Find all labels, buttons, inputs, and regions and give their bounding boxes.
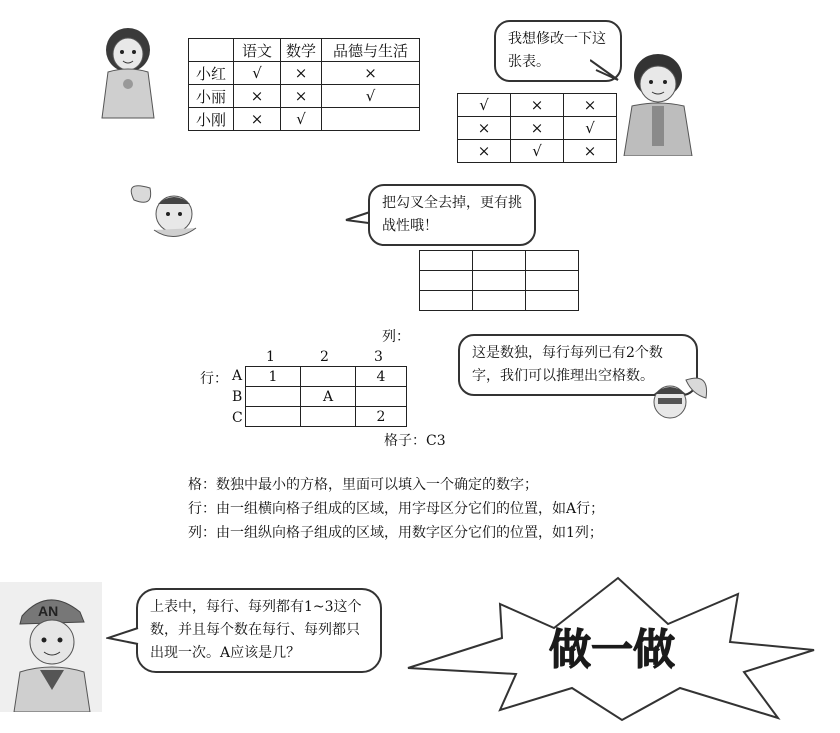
table-cell: √ <box>458 94 511 117</box>
table-row <box>458 140 617 163</box>
empty-cell <box>473 271 526 291</box>
sudoku-cell <box>301 367 356 387</box>
sudoku-cell <box>356 387 407 407</box>
empty-cell <box>526 291 579 311</box>
sudoku-cell: 1 <box>246 367 301 387</box>
empty-cell <box>526 251 579 271</box>
table-header-row <box>189 39 420 62</box>
table-cell: × <box>511 94 564 117</box>
mark-table <box>457 93 617 163</box>
column-label: 2 <box>320 349 329 365</box>
boy-illustration <box>616 46 702 156</box>
row-label: C <box>232 410 243 426</box>
table-cell <box>322 108 420 131</box>
question-speech-text: 上表中，每行、每列都有1~3这个数，并且每个数在每行、每列都只出现一次。A应该是几？ <box>150 599 362 661</box>
boy-speech-text: 我想修改一下这张表。 <box>508 31 606 70</box>
table-cell: 小丽 <box>189 85 234 108</box>
angel-speech-text: 把勾叉全去掉，更有挑战性哦！ <box>382 195 522 234</box>
table-cell: × <box>234 85 281 108</box>
sudoku-cell <box>246 387 301 407</box>
table-row <box>189 62 420 85</box>
empty-cell <box>473 251 526 271</box>
sudoku-cell: 4 <box>356 367 407 387</box>
empty-cell <box>420 291 473 311</box>
table-cell: × <box>564 140 617 163</box>
empty-cell <box>473 291 526 311</box>
table-row <box>458 94 617 117</box>
star-banner-text: 做一做 <box>548 625 676 674</box>
table-row <box>189 85 420 108</box>
cap-boy-illustration <box>0 582 102 712</box>
bubble-tail <box>106 626 140 648</box>
table-cell: × <box>564 94 617 117</box>
table-cell: √ <box>564 117 617 140</box>
sudoku-cell <box>246 407 301 427</box>
angel-illustration <box>124 180 210 246</box>
table-cell: × <box>458 117 511 140</box>
table-header-cell: 语文 <box>234 39 281 62</box>
sudoku-row <box>246 407 407 427</box>
sudoku-grid <box>245 366 407 427</box>
definition-line: 列：由一组纵向格子组成的区域，用数字区分它们的位置，如1列； <box>188 525 603 541</box>
subject-table <box>188 38 420 131</box>
girl-illustration <box>92 22 164 122</box>
empty-table <box>419 250 579 311</box>
empty-cell <box>526 271 579 291</box>
table-row <box>189 108 420 131</box>
table-cell: √ <box>281 108 322 131</box>
table-cell: × <box>322 62 420 85</box>
definition-line: 格：数独中最小的方格，里面可以填入一个确定的数字； <box>188 477 538 493</box>
table-cell: × <box>511 117 564 140</box>
row-title: 行： <box>200 371 228 387</box>
empty-cell <box>420 251 473 271</box>
star-banner <box>404 572 818 722</box>
table-cell: × <box>281 62 322 85</box>
sudoku-row <box>246 367 407 387</box>
table-cell: √ <box>322 85 420 108</box>
table-cell: × <box>458 140 511 163</box>
table-cell: √ <box>234 62 281 85</box>
sudoku-cell: 2 <box>356 407 407 427</box>
row-label: A <box>232 368 243 384</box>
table-cell: √ <box>511 140 564 163</box>
table-row <box>458 117 617 140</box>
sudoku-speech-text: 这是数独，每行每列已有2个数字，我们可以推理出空格数。 <box>472 345 663 384</box>
column-label: 3 <box>374 349 383 365</box>
sudoku-cell <box>301 407 356 427</box>
table-cell: × <box>234 108 281 131</box>
table-header-cell: 品德与生活 <box>322 39 420 62</box>
cap-text: AN <box>38 603 59 619</box>
angel-speech-bubble <box>368 184 536 246</box>
question-speech-bubble <box>136 588 382 673</box>
table-cell: 小红 <box>189 62 234 85</box>
column-title: 列： <box>382 329 410 345</box>
table-header-cell <box>189 39 234 62</box>
row-label: B <box>232 389 243 405</box>
sudoku-row <box>246 387 407 407</box>
table-cell: 小刚 <box>189 108 234 131</box>
cell-caption: 格子：C3 <box>384 433 446 449</box>
sudoku-cell: A <box>301 387 356 407</box>
empty-cell <box>420 271 473 291</box>
definition-line: 行：由一组横向格子组成的区域，用字母区分它们的位置，如A行； <box>188 501 605 517</box>
table-cell: × <box>281 85 322 108</box>
table-header-cell: 数学 <box>281 39 322 62</box>
angel-peek-illustration <box>636 372 712 428</box>
column-label: 1 <box>266 349 275 365</box>
